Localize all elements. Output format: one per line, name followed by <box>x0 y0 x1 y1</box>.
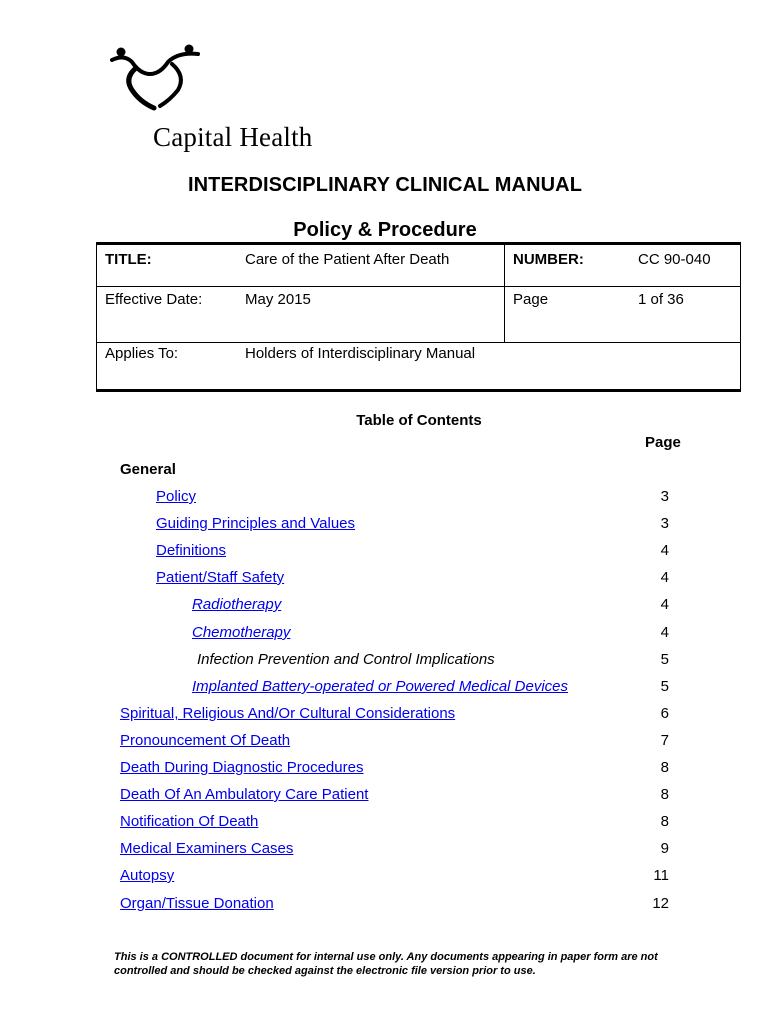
number-value: CC 90-040 <box>638 251 711 268</box>
toc-section-heading: General <box>120 461 176 478</box>
applies-to-label: Applies To: <box>105 345 179 362</box>
toc-entry-page: 7 <box>660 732 669 749</box>
toc-entry[interactable] <box>0 705 770 727</box>
table-divider <box>97 342 740 343</box>
toc-entry-link[interactable]: Medical Examiners Cases <box>120 840 294 857</box>
toc-entry[interactable] <box>0 569 770 591</box>
toc-entry-page: 4 <box>660 596 669 613</box>
toc-entry-link[interactable]: Notification Of Death <box>120 813 259 830</box>
toc-entry-link[interactable]: Patient/Staff Safety <box>156 569 285 586</box>
toc-entry[interactable] <box>0 732 770 754</box>
page-count-value: 1 of 36 <box>638 291 684 308</box>
toc-entry-label: Infection Prevention and Control Implications <box>197 651 495 668</box>
toc-entry[interactable] <box>0 786 770 808</box>
applies-to-value: Holders of Interdisciplinary Manual <box>245 345 476 362</box>
table-divider <box>97 286 740 287</box>
toc-entry[interactable] <box>0 840 770 862</box>
toc-entry-link[interactable]: Policy <box>156 488 197 505</box>
toc-entry-page: 9 <box>660 840 669 857</box>
toc-entry-page: 4 <box>660 624 669 641</box>
toc-entry[interactable] <box>0 759 770 781</box>
toc-entry-link[interactable]: Spiritual, Religious And/Or Cultural Considerations <box>120 705 456 722</box>
toc-entry-page: 5 <box>660 678 669 695</box>
toc-entry[interactable] <box>0 813 770 835</box>
toc-entry-link[interactable]: Death During Diagnostic Procedures <box>120 759 364 776</box>
toc-entry-page: 3 <box>660 488 669 505</box>
toc-entry-page: 5 <box>660 651 669 668</box>
controlled-document-notice: This is a CONTROLLED document for internal use only. Any documents appearing in paper form are not controlled and should be checked against the electronic file version prior to use. <box>114 951 658 977</box>
toc-title: Table of Contents <box>356 412 482 429</box>
toc-entry-link[interactable]: Implanted Battery-operated or Powered Medical Devices <box>192 678 569 695</box>
toc-entry[interactable] <box>0 542 770 564</box>
number-label: NUMBER: <box>513 251 584 268</box>
toc-entry[interactable] <box>0 895 770 917</box>
toc-entry-page: 8 <box>660 759 669 776</box>
document-type-heading: Policy & Procedure <box>293 219 477 241</box>
effective-date-value: May 2015 <box>245 291 311 308</box>
toc-entry-link[interactable]: Death Of An Ambulatory Care Patient <box>120 786 369 803</box>
toc-entry-page: 6 <box>660 705 669 722</box>
heart-figures-logo-icon <box>110 44 202 112</box>
title-value: Care of the Patient After Death <box>245 251 450 268</box>
title-label: TITLE: <box>105 251 152 268</box>
policy-metadata-table <box>96 242 741 392</box>
toc-entry-page: 11 <box>653 867 669 884</box>
toc-entry-page: 4 <box>660 542 669 559</box>
table-divider <box>504 245 505 343</box>
toc-entry-link[interactable]: Chemotherapy <box>192 624 291 641</box>
toc-entry-page: 8 <box>660 786 669 803</box>
toc-entry-page: 12 <box>652 895 669 912</box>
toc-entry-link[interactable]: Guiding Principles and Values <box>156 515 356 532</box>
toc-entry-page: 4 <box>660 569 669 586</box>
toc-entry-link[interactable]: Radiotherapy <box>192 596 282 613</box>
toc-entry-page: 8 <box>660 813 669 830</box>
toc-entry[interactable] <box>0 515 770 537</box>
toc-entry-link[interactable]: Definitions <box>156 542 227 559</box>
manual-title: INTERDISCIPLINARY CLINICAL MANUAL <box>187 174 583 196</box>
toc-entry[interactable] <box>0 678 770 700</box>
toc-entry[interactable] <box>0 488 770 510</box>
toc-entry[interactable] <box>0 867 770 889</box>
toc-entry-link[interactable]: Pronouncement Of Death <box>120 732 291 749</box>
organization-name: Capital Health <box>153 122 313 152</box>
toc-entry <box>0 651 770 673</box>
effective-date-label: Effective Date: <box>105 291 203 308</box>
page-label: Page <box>513 291 549 308</box>
toc-entry-link[interactable]: Autopsy <box>120 867 175 884</box>
toc-entry[interactable] <box>0 596 770 618</box>
toc-entry-link[interactable]: Organ/Tissue Donation <box>120 895 274 912</box>
toc-entry-page: 3 <box>660 515 669 532</box>
toc-entry[interactable] <box>0 624 770 646</box>
toc-page-column-header: Page <box>645 434 681 451</box>
